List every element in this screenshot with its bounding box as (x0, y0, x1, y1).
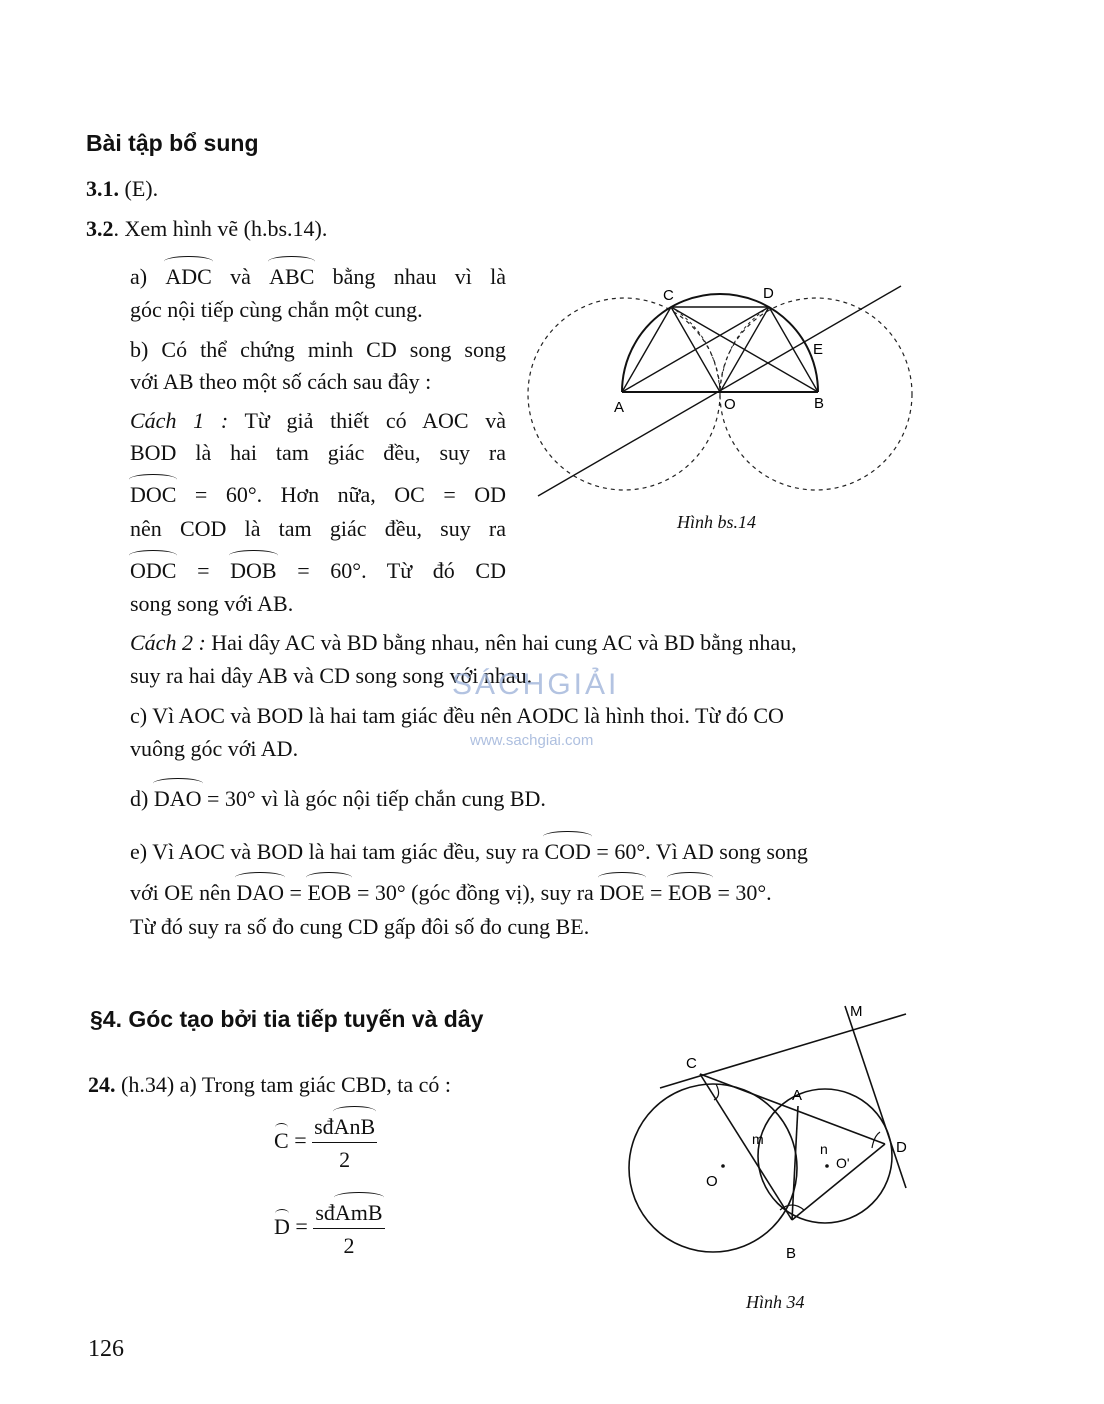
label-c: C (663, 287, 674, 304)
cach1-line3 (130, 480, 506, 508)
label-a: A (792, 1087, 803, 1104)
label-d: D (896, 1139, 907, 1156)
arc-cod: COD (544, 839, 591, 864)
arc-eob: EOB (307, 880, 352, 905)
arc-doc: DOC (130, 482, 177, 507)
part-a-line1 (130, 262, 506, 290)
part-e-line2 (130, 878, 772, 906)
arc-dao: DAO (236, 880, 285, 905)
line-md (845, 1006, 906, 1188)
semicircle-arc (622, 294, 818, 392)
label-o-prime: O' (836, 1155, 850, 1171)
circle-o (629, 1084, 797, 1252)
formula-d (274, 1198, 385, 1259)
cach1-line1 (130, 408, 506, 434)
arc-dob: DOB (230, 558, 277, 583)
part-c-line1: c) Vì AOC và BOD là hai tam giác đều nên AODC là hình thoi. Từ đó CO (130, 703, 784, 728)
label-o: O (706, 1173, 718, 1190)
text: sđ (314, 1114, 334, 1139)
cach1-line6: song song với AB. (130, 591, 294, 616)
method-label: Cách 1 : (130, 408, 229, 433)
part-c-line2: vuông góc với AD. (130, 736, 299, 761)
segment-ac (622, 307, 671, 392)
label-m: M (850, 1003, 863, 1020)
exercise-number: 3.2 (86, 216, 114, 241)
section-title: Bài tập bổ sung (86, 130, 259, 156)
text: = (284, 880, 308, 905)
part-d (130, 784, 546, 812)
arc-odc: ODC (130, 558, 177, 583)
cach1-line4: nên COD là tam giác đều, suy ra (130, 516, 506, 541)
cach2-line2: suy ra hai dây AB và CD song song với nhau. (130, 663, 533, 688)
exercise-text: (E). (119, 176, 159, 201)
page-number: 126 (88, 1336, 124, 1362)
label-m-arc: m (752, 1131, 764, 1147)
angle-c: C (274, 1127, 289, 1153)
figure-caption-bs14: Hình bs.14 (677, 512, 757, 532)
label-a: A (614, 399, 625, 416)
arc-amb: AmB (334, 1200, 383, 1225)
method-label: Cách 2 : (130, 630, 206, 655)
center-o-dot (721, 1164, 725, 1168)
text: = (644, 880, 668, 905)
text: bằng nhau vì là (314, 264, 506, 289)
exercise-number: 3.1. (86, 176, 119, 201)
angle-d: D (274, 1213, 290, 1239)
label-c: C (686, 1055, 697, 1072)
text: = 30°. (711, 880, 772, 905)
label-d: D (763, 285, 774, 302)
watermark-url: www.sachgiai.com (470, 732, 594, 749)
text: = 60°. Hơn nữa, OC = OD (176, 482, 506, 507)
text: = (176, 558, 231, 583)
line-through-oe (538, 286, 901, 496)
part-e-line3: Từ đó suy ra số đo cung CD gấp đôi số đo cung BE. (130, 914, 590, 939)
exercise-3-2 (86, 216, 327, 242)
text: sđ (315, 1200, 335, 1225)
cach1-line5 (130, 556, 506, 584)
arc-anb: AnB (333, 1114, 376, 1139)
label: d) (130, 786, 154, 811)
arc-abc: ABC (269, 264, 315, 289)
segment-cb (700, 1074, 792, 1220)
text: = 30° (góc đồng vị), suy ra (351, 880, 600, 905)
arc-doe: DOE (599, 880, 645, 905)
cach2-line1 (130, 630, 797, 656)
arc-dao: DAO (153, 786, 202, 811)
formula-c (274, 1112, 377, 1173)
numerator (313, 1198, 384, 1229)
equals: = (289, 1213, 314, 1239)
numerator (312, 1112, 377, 1143)
label-b: B (786, 1245, 797, 1262)
arc-eob: EOB (667, 880, 712, 905)
exercise-text: (h.34) a) Trong tam giác CBD, ta có : (115, 1072, 451, 1097)
text: = 60°. Từ đó CD (276, 558, 506, 583)
text: e) Vì AOC và BOD là hai tam giác đều, suy ra (130, 839, 545, 864)
exercise-text: . Xem hình vẽ (h.bs.14). (113, 216, 328, 241)
denominator: 2 (339, 1147, 351, 1172)
part-b-line1: b) Có thể chứng minh CD song song (130, 337, 506, 362)
equals: = (288, 1127, 313, 1153)
figure-bs14 (516, 276, 922, 502)
part-b-line2: với AB theo một số cách sau đây : (130, 369, 432, 394)
denominator: 2 (343, 1233, 355, 1258)
fraction (312, 1112, 377, 1173)
text: Hai dây AC và BD bằng nhau, nên hai cung AC và BD bằng nhau, (205, 630, 797, 655)
text: = 30° vì là góc nội tiếp chắn cung BD. (201, 786, 546, 811)
part-e-line1 (130, 837, 808, 865)
text: = 60°. Vì AD song song (590, 839, 808, 864)
segment-oc (671, 307, 720, 392)
text: với OE nên (130, 880, 237, 905)
label-e: E (813, 341, 824, 358)
segment-od (720, 307, 769, 392)
label-b: B (814, 395, 825, 412)
fraction (313, 1198, 384, 1259)
label-o: O (724, 396, 736, 413)
watermark-brand: SÁCHGIẢI (452, 668, 620, 701)
cach1-line2: BOD là hai tam giác đều, suy ra (130, 440, 506, 465)
text: và (211, 264, 270, 289)
label-n-arc: n (820, 1141, 828, 1157)
text: Từ giả thiết có AOC và (228, 408, 507, 433)
dashed-circle-left (528, 298, 720, 490)
section4-title: §4. Góc tạo bởi tia tiếp tuyến và dây (90, 1006, 484, 1032)
figure-caption-34: Hình 34 (746, 1292, 805, 1312)
part-a-line2: góc nội tiếp cùng chắn một cung. (130, 297, 423, 322)
exercise-number: 24. (88, 1072, 116, 1097)
segment-bd (769, 307, 818, 392)
exercise-3-1 (86, 176, 158, 202)
dashed-circle-right (720, 298, 912, 490)
arc-adc: ADC (165, 264, 212, 289)
label: a) (130, 264, 166, 289)
figure-34 (620, 996, 920, 1266)
center-o-prime-dot (825, 1164, 829, 1168)
exercise-24 (88, 1072, 451, 1098)
segment-cad (700, 1074, 885, 1144)
